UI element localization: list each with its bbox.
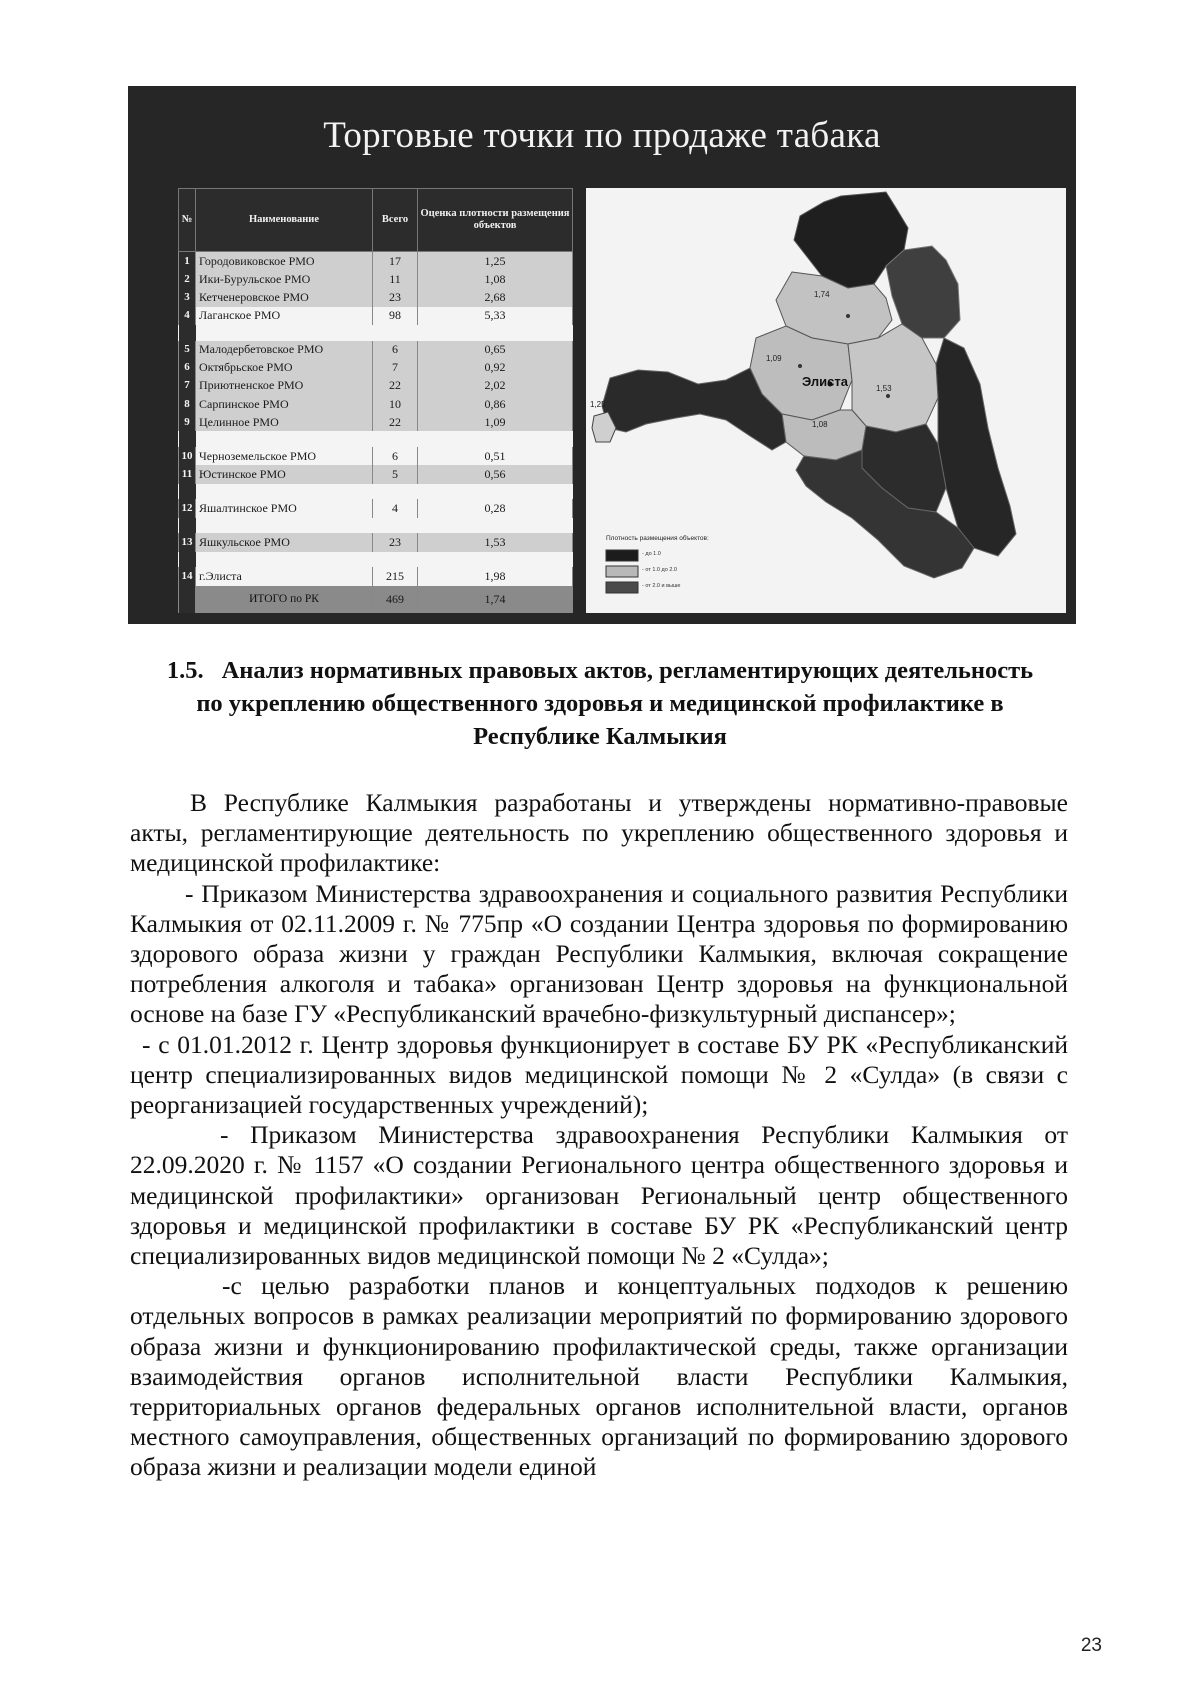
row-number: 14 xyxy=(179,567,196,585)
row-name: Ики-Бурульское РМО xyxy=(196,270,373,288)
col-total-header: Всего xyxy=(373,189,418,252)
row-total: 17 xyxy=(373,252,418,271)
col-number-header: № xyxy=(179,189,196,252)
table-row xyxy=(179,377,573,395)
table-gap-row xyxy=(179,325,573,341)
row-total: 215 xyxy=(373,567,418,585)
row-name: Яшкульское РМО xyxy=(196,533,373,551)
row-number: 10 xyxy=(179,447,196,465)
gap-cell xyxy=(179,518,196,534)
row-name: Яшалтинское РМО xyxy=(196,499,373,517)
gap-cell xyxy=(196,552,573,568)
total-value: 469 xyxy=(373,586,418,613)
map-label-125: 1,25 xyxy=(590,400,606,409)
body-text xyxy=(130,788,1068,1483)
row-density: 0,56 xyxy=(418,465,573,483)
row-density: 0,92 xyxy=(418,359,573,377)
map-label-109: 1,09 xyxy=(766,354,782,363)
row-total: 7 xyxy=(373,359,418,377)
table-row xyxy=(179,533,573,551)
row-number: 12 xyxy=(179,499,196,517)
row-name: г.Элиста xyxy=(196,567,373,585)
table-row xyxy=(179,270,573,288)
gap-cell xyxy=(179,484,196,500)
table-row xyxy=(179,288,573,306)
row-total: 6 xyxy=(373,447,418,465)
paragraph-item-3: - Приказом Министерства здравоохранения Республики Калмыкия от 22.09.2020 г. № 1157 «О создании Регионального центра общественного здоровья и медицинской профилактики» организован Региональный центр общественного здоровья и медицинской профилактики в составе БУ РК «Республиканский центр специализированных видов медицинской помощи № 2 «Сулда»; xyxy=(130,1120,1068,1271)
table-row xyxy=(179,465,573,483)
gap-cell xyxy=(179,431,196,447)
row-number: 5 xyxy=(179,341,196,359)
row-total: 4 xyxy=(373,499,418,517)
paragraph-intro: В Республике Калмыкия разработаны и утверждены нормативно-правовые акты, регламентирующие деятельность по укреплению общественного здоровья и медицинской профилактике: xyxy=(130,788,1068,878)
gap-cell xyxy=(179,325,196,341)
map-label-108: 1,08 xyxy=(812,420,828,429)
row-name: Целинное РМО xyxy=(196,413,373,431)
slide-title: Торговые точки по продаже табака xyxy=(323,115,881,156)
legend-title: Плотность размещения объектов: xyxy=(606,535,709,542)
gap-cell xyxy=(196,484,573,500)
table-row xyxy=(179,307,573,325)
row-total: 11 xyxy=(373,270,418,288)
row-name: Октябрьское РМО xyxy=(196,359,373,377)
total-label: ИТОГО по РК xyxy=(196,586,373,613)
gap-cell xyxy=(179,552,196,568)
row-number: 3 xyxy=(179,288,196,306)
map-region-northeast xyxy=(886,246,960,338)
row-number: 4 xyxy=(179,307,196,325)
table-total-row xyxy=(179,586,573,613)
total-density: 1,74 xyxy=(418,586,573,613)
row-number: 2 xyxy=(179,270,196,288)
section-heading xyxy=(160,654,1040,753)
row-total: 6 xyxy=(373,341,418,359)
gap-cell xyxy=(196,518,573,534)
section-title: Анализ нормативных правовых актов, регламентирующих деятельность по укреплению общественного здоровья и медицинской профилактике в Республике Калмыкия xyxy=(196,657,1034,750)
row-total: 23 xyxy=(373,288,418,306)
row-total: 98 xyxy=(373,307,418,325)
table-row xyxy=(179,567,573,585)
map-label-elista: Элиста xyxy=(802,374,849,389)
gap-cell xyxy=(196,431,573,447)
row-density: 1,09 xyxy=(418,413,573,431)
row-name: Лаганское РМО xyxy=(196,307,373,325)
legend-item-high: - от 2.0 и выше xyxy=(642,583,681,589)
row-density: 0,28 xyxy=(418,499,573,517)
row-name: Приютненское РМО xyxy=(196,377,373,395)
table-gap-row xyxy=(179,431,573,447)
row-total: 23 xyxy=(373,533,418,551)
tobacco-slide xyxy=(128,86,1076,624)
table-row xyxy=(179,447,573,465)
row-number: 11 xyxy=(179,465,196,483)
row-total: 22 xyxy=(373,377,418,395)
table-header-row xyxy=(179,189,573,252)
total-number-cell xyxy=(179,586,196,613)
row-number: 1 xyxy=(179,252,196,271)
map-label-174: 1,74 xyxy=(814,290,830,299)
paragraph-item-2: - с 01.01.2012 г. Центр здоровья функционирует в составе БУ РК «Республиканский центр специализированных видов медицинской помощи № 2 «Сулда» (в связи с реорганизацией государственных учреждений); xyxy=(130,1029,1068,1120)
row-density: 1,98 xyxy=(418,567,573,585)
row-density: 0,65 xyxy=(418,341,573,359)
row-density: 5,33 xyxy=(418,307,573,325)
row-number: 6 xyxy=(179,359,196,377)
col-name-header: Наименование xyxy=(196,189,373,252)
table-gap-row xyxy=(179,552,573,568)
page-number: 23 xyxy=(1080,1635,1102,1656)
tobacco-table-container xyxy=(178,188,573,613)
row-total: 22 xyxy=(373,413,418,431)
row-name: Городовиковское РМО xyxy=(196,252,373,271)
row-number: 9 xyxy=(179,413,196,431)
table-row xyxy=(179,499,573,517)
row-total: 5 xyxy=(373,465,418,483)
section-number: 1.5. xyxy=(166,657,204,684)
row-name: Малодербетовское РМО xyxy=(196,341,373,359)
row-density: 2,68 xyxy=(418,288,573,306)
row-name: Кетченеровское РМО xyxy=(196,288,373,306)
row-name: Юстинское РМО xyxy=(196,465,373,483)
row-name: Черноземельское РМО xyxy=(196,447,373,465)
col-density-header: Оценка плотности размещения объектов xyxy=(418,189,573,252)
paragraph-item-4: -с целью разработки планов и концептуальных подходов к решению отдельных вопросов в рамках реализации мероприятий по формированию здорового образа жизни и функционированию профилактической среды, также организации взаимодействия органов исполнительной власти Республики Калмыкия, территориальных органов федеральных органов исполнительной власти, органов местного самоуправления, общественных организаций по формированию здорового образа жизни и реализации модели единой xyxy=(130,1271,1068,1482)
row-density: 0,86 xyxy=(418,395,573,413)
table-body xyxy=(179,252,573,614)
row-total: 10 xyxy=(373,395,418,413)
map-region-iki-burul xyxy=(782,410,866,460)
map-label-153: 1,53 xyxy=(876,384,892,393)
tobacco-table xyxy=(178,188,573,613)
row-number: 8 xyxy=(179,395,196,413)
row-density: 1,08 xyxy=(418,270,573,288)
table-row xyxy=(179,341,573,359)
row-density: 1,25 xyxy=(418,252,573,271)
legend-item-low: - до 1.0 xyxy=(642,551,661,557)
paragraph-item-1: - Приказом Министерства здравоохранения и социального развития Республики Калмыкия от 02.11.2009 г. № 775пр «О создании Центра здоровья по формированию здорового образа жизни у граждан Республики Калмыкия, включая сокращение потребления алкоголя и табака» организован Центр здоровья на функциональной основе на базе ГУ «Республиканский врачебно-физкультурный диспансер»; xyxy=(130,878,1068,1029)
table-row xyxy=(179,252,573,271)
density-map xyxy=(586,188,1066,613)
table-row xyxy=(179,413,573,431)
table-row xyxy=(179,359,573,377)
row-number: 7 xyxy=(179,377,196,395)
table-gap-row xyxy=(179,518,573,534)
kalmykia-map-svg xyxy=(586,188,1066,613)
row-density: 2,02 xyxy=(418,377,573,395)
table-gap-row xyxy=(179,484,573,500)
row-number: 13 xyxy=(179,533,196,551)
gap-cell xyxy=(196,325,573,341)
row-name: Сарпинское РМО xyxy=(196,395,373,413)
legend-item-mid: - от 1.0 до 2.0 xyxy=(642,567,677,573)
table-row xyxy=(179,395,573,413)
row-density: 1,53 xyxy=(418,533,573,551)
row-density: 0,51 xyxy=(418,447,573,465)
